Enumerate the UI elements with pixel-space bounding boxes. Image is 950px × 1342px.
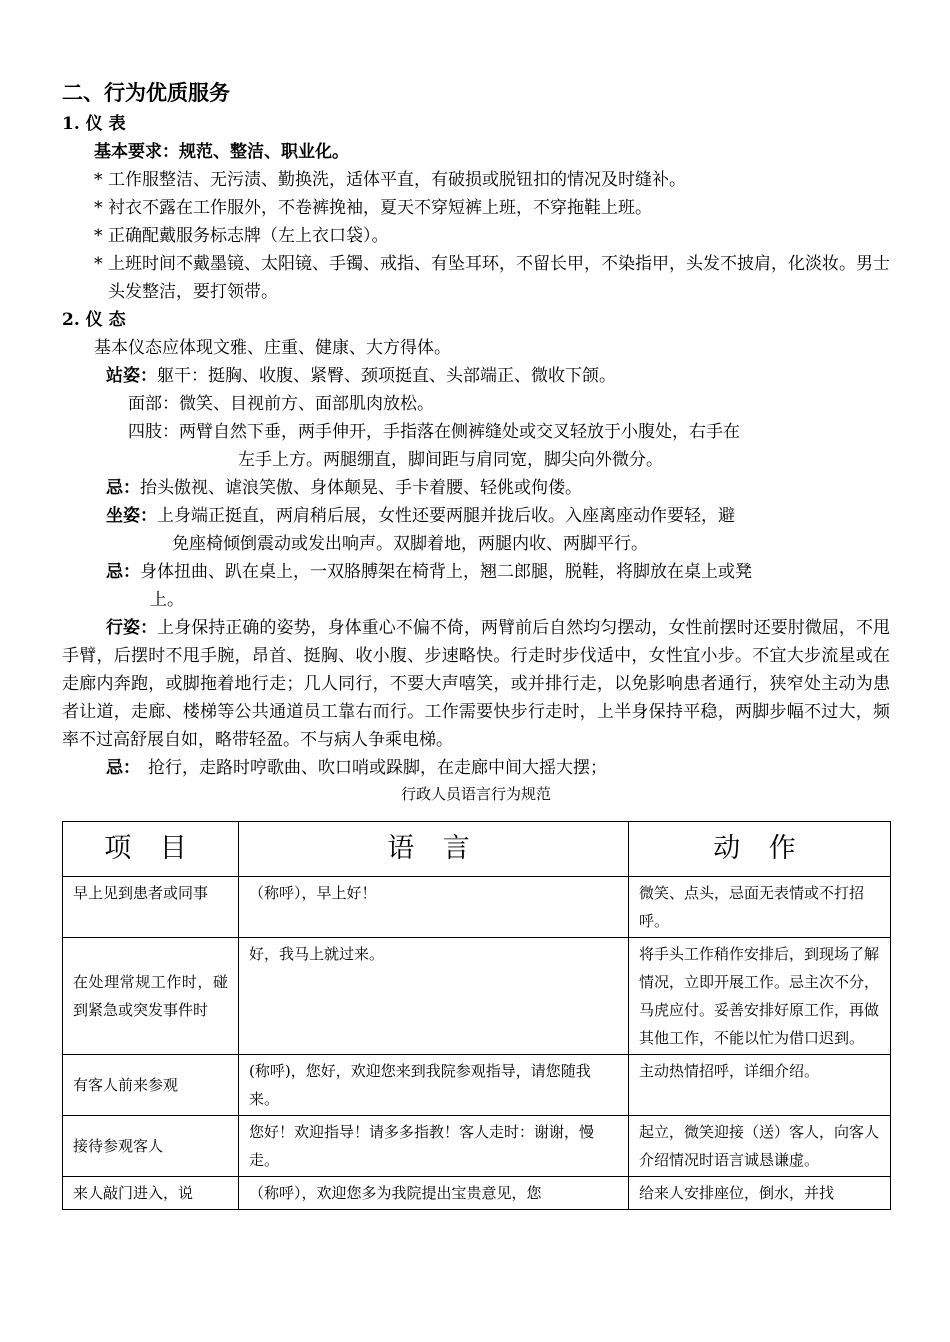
standing-torso: 躯干：挺胸、收腹、紧臀、颈项挺直、头部端正、微收下颌。 <box>157 366 616 386</box>
bullet-mark: * <box>94 170 103 190</box>
bullet-mark: * <box>94 226 103 246</box>
standing-limbs-1: 四肢：两臂自然下垂，两手伸开，手指落在侧裤缝处或交叉轻放于小腹处，右手在 <box>128 422 740 442</box>
appearance-bullet <box>62 222 890 250</box>
appearance-requirement: 基本要求：规范、整洁、职业化。 <box>94 142 349 162</box>
cell-language: (称呼)，您好，欢迎您来到我院参观指导，请您随我来。 <box>239 1055 629 1116</box>
cell-item: 在处理常规工作时，碰到紧急或突发事件时 <box>63 938 239 1055</box>
header-language: 语 言 <box>239 822 629 877</box>
cell-item: 有客人前来参观 <box>63 1055 239 1116</box>
cell-language: 您好！欢迎指导！请多多指教！客人走时：谢谢，慢走。 <box>239 1116 629 1177</box>
sitting-avoid-line <box>62 558 890 586</box>
standing-limbs-2: 左手上方。两腿绷直，脚间距与肩同宽，脚尖向外微分。 <box>238 450 663 470</box>
table-row <box>63 1055 891 1116</box>
posture-intro: 基本仪态应体现文雅、庄重、健康、大方得体。 <box>94 338 451 358</box>
walking-avoid-label: 忌： <box>106 758 140 778</box>
cell-action: 微笑、点头，忌面无表情或不打招呼。 <box>629 877 891 938</box>
cell-language: （称呼），欢迎您多为我院提出宝贵意见，您 <box>239 1177 629 1210</box>
standing-face: 面部：微笑、目视前方、面部肌肉放松。 <box>128 394 434 414</box>
bullet-text: 正确配戴服务标志牌（左上衣口袋）。 <box>108 226 389 246</box>
avoid-label: 忌： <box>106 478 140 498</box>
cell-action: 主动热情招呼，详细介绍。 <box>629 1055 891 1116</box>
cell-language: （称呼），早上好！ <box>239 877 629 938</box>
bullet-text: 上班时间不戴墨镜、太阳镜、手镯、戒指、有坠耳环，不留长甲，不染指甲，头发不披肩，化淡妆。男士头发整洁，要打领带。 <box>108 254 890 302</box>
section-title: 二、行为优质服务 <box>62 80 230 105</box>
table-row <box>63 938 891 1055</box>
walking-avoid-line <box>62 754 890 782</box>
table-row <box>63 1177 891 1210</box>
sitting-avoid-2: 上。 <box>150 590 184 610</box>
appearance-bullet <box>62 250 890 306</box>
table-row <box>63 1116 891 1177</box>
appearance-heading: 1. 仪 表 <box>62 114 126 134</box>
bullet-mark: * <box>94 198 103 218</box>
language-behavior-table <box>62 821 891 1210</box>
sitting-avoid-1: 身体扭曲、趴在桌上，一双胳膊架在椅背上，翘二郎腿，脱鞋，将脚放在桌上或凳 <box>140 562 752 582</box>
header-action: 动 作 <box>629 822 891 877</box>
avoid-label: 忌： <box>106 562 140 582</box>
sitting-line <box>62 502 890 530</box>
walking-paragraph <box>62 614 890 754</box>
cell-action: 起立，微笑迎接（送）客人，向客人介绍情况时语言诚恳谦虚。 <box>629 1116 891 1177</box>
table-caption: 行政人员语言行为规范 <box>400 785 551 803</box>
sitting-text-2: 免座椅倾倒震动或发出响声。双脚着地，两腿内收、两脚平行。 <box>172 534 648 554</box>
walking-text: 上身保持正确的姿势，身体重心不偏不倚，两臂前后自然均匀摆动，女性前摆时还要肘微屈，不甩手臂，后摆时不甩手腕，昂首、挺胸、收小腹、步速略快。行走时步伐适中，女性宜小步。不宜大步流星或在走廊内奔跑，或脚拖着地行走；几人同行，不要大声嘻笑，或并排行走，以免影响患者通行，狭窄处主动为患者让道，走廊、楼梯等公共通道员工靠右而行。工作需要快步行走时，上半身保持平稳，两脚步幅不过大，频率不过高舒展自如，略带轻盈。不与病人争乘电梯。 <box>62 618 891 750</box>
standing-label: 站姿： <box>106 366 157 386</box>
sitting-label: 坐姿： <box>106 506 157 526</box>
table-header-row <box>63 822 891 877</box>
bullet-text: 衬衣不露在工作服外，不卷裤挽袖，夏天不穿短裤上班，不穿拖鞋上班。 <box>108 198 652 218</box>
cell-language: 好，我马上就过来。 <box>239 938 629 1055</box>
appearance-bullet <box>62 194 890 222</box>
standing-avoid-line <box>62 474 890 502</box>
cell-item: 接待参观客人 <box>63 1116 239 1177</box>
table-row <box>63 877 891 938</box>
bullet-mark: * <box>94 254 103 274</box>
standing-avoid: 抬头傲视、谑浪笑傲、身体颠晃、手卡着腰、轻佻或佝偻。 <box>140 478 582 498</box>
standing-torso-line <box>62 362 890 390</box>
cell-action: 给来人安排座位，倒水，并找 <box>629 1177 891 1210</box>
document-page <box>62 76 890 1210</box>
cell-item: 来人敲门进入，说 <box>63 1177 239 1210</box>
cell-item: 早上见到患者或同事 <box>63 877 239 938</box>
appearance-bullet <box>62 166 890 194</box>
walking-label: 行姿： <box>106 618 158 638</box>
bullet-text: 工作服整洁、无污渍、勤换洗，适体平直，有破损或脱钮扣的情况及时缝补。 <box>108 170 686 190</box>
posture-heading: 2. 仪 态 <box>62 310 126 330</box>
walking-avoid: 抢行，走路时哼歌曲、吹口哨或跺脚，在走廊中间大摇大摆； <box>148 758 607 778</box>
sitting-text-1: 上身端正挺直，两肩稍后展，女性还要两腿并拢后收。入座离座动作要轻，避 <box>157 506 735 526</box>
cell-action: 将手头工作稍作安排后，到现场了解情况，立即开展工作。忌主次不分，马虎应付。妥善安排好原工作，再做其他工作，不能以忙为借口迟到。 <box>629 938 891 1055</box>
header-item: 项 目 <box>63 822 239 877</box>
